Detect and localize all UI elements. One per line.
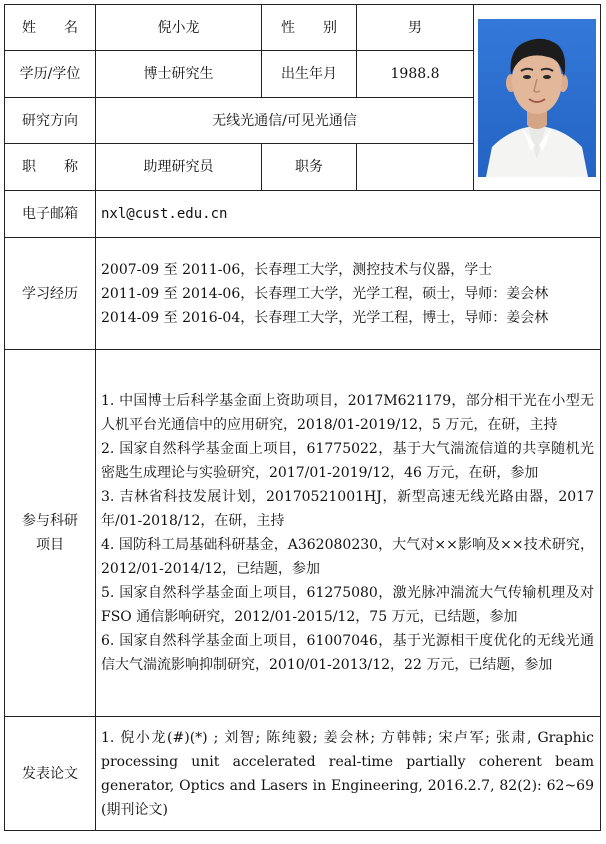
education-history-label: 学习经历 — [5, 238, 96, 350]
projects-content — [96, 350, 601, 717]
row-education-history — [5, 238, 601, 350]
row-projects — [5, 350, 601, 717]
project-item: 1. 中国博士后科学基金面上资助项目，2017M621179，部分相干光在小型无人机平台光通信中的应用研究，2018/01-2019/12，5 万元，在研，主持 — [101, 393, 594, 433]
publications-label: 发表论文 — [5, 717, 96, 831]
title-value: 助理研究员 — [96, 144, 262, 191]
cv-table — [4, 4, 601, 831]
duty-label: 职务 — [262, 144, 357, 191]
research-value: 无线光通信/可见光通信 — [96, 98, 474, 144]
gender-value: 男 — [357, 5, 474, 51]
birth-value: 1988.8 — [357, 51, 474, 98]
projects-label — [5, 350, 96, 717]
publications-content — [96, 717, 601, 831]
row-publications — [5, 717, 601, 831]
project-item: 2. 国家自然科学基金面上项目，61775022，基于大气湍流信道的共享随机光密匙生成理论与实验研究，2017/01-2019/12，46 万元，在研，参加 — [101, 441, 594, 481]
research-label: 研究方向 — [5, 98, 96, 144]
duty-value — [357, 144, 474, 191]
education-history-item: 2011-09 至 2014-06，长春理工大学，光学工程，硕士，导师：姜会林 — [101, 285, 549, 302]
photo-cell — [474, 5, 601, 191]
publication-item: 1. 倪小龙(#)(*) ; 刘智; 陈纯毅; 姜会林; 方韩韩; 宋卢军; 张肃, Graphic processing unit accelerated real-time partially coherent beam generator, Optics and Lasers in Engineering, 2016.2.7, 82(2): 62~69 (期刊论文) — [101, 729, 594, 818]
email-value: nxl@cust.edu.cn — [96, 191, 601, 238]
education-value: 博士研究生 — [96, 51, 262, 98]
education-history-item: 2014-09 至 2016-04，长春理工大学，光学工程，博士，导师：姜会林 — [101, 309, 549, 326]
education-history-content — [96, 238, 601, 350]
title-label: 职 称 — [5, 144, 96, 191]
name-label: 姓 名 — [5, 5, 96, 51]
row-email — [5, 191, 601, 238]
projects-label-line2: 项目 — [36, 537, 64, 553]
email-label: 电子邮箱 — [5, 191, 96, 238]
portrait-photo — [478, 19, 596, 177]
project-item: 6. 国家自然科学基金面上项目，61007046，基于光源相干度优化的无线光通信大气湍流影响抑制研究，2010/01-2013/12，22 万元，已结题，参加 — [101, 633, 594, 673]
row-name — [5, 5, 601, 51]
project-item: 3. 吉林省科技发展计划，20170521001HJ，新型高速无线光路由器，2017 年/01-2018/12，在研，主持 — [101, 489, 594, 529]
gender-label: 性 别 — [262, 5, 357, 51]
project-item: 5. 国家自然科学基金面上项目，61275080，激光脉冲湍流大气传输机理及对 FSO 通信影响研究，2012/01-2015/12，75 万元，已结题，参加 — [101, 585, 594, 625]
name-value: 倪小龙 — [96, 5, 262, 51]
project-item: 4. 国防科工局基础科研基金，A362080230，大气对××影响及××技术研究，2012/01-2014/12，已结题，参加 — [101, 537, 594, 577]
projects-label-line1: 参与科研 — [22, 513, 78, 529]
education-history-item: 2007-09 至 2011-06，长春理工大学，测控技术与仪器，学士 — [101, 261, 493, 278]
birth-label: 出生年月 — [262, 51, 357, 98]
education-label: 学历/学位 — [5, 51, 96, 98]
